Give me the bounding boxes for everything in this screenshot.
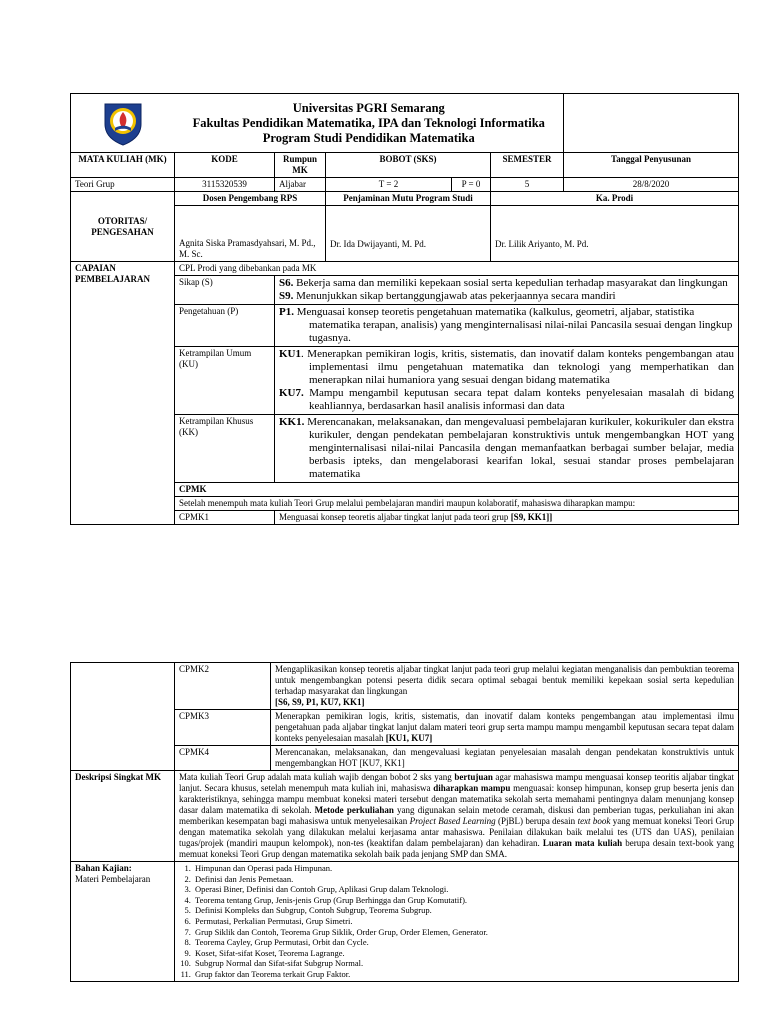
ku1-code: KU1	[279, 348, 301, 360]
p1-code: P1.	[279, 306, 294, 318]
capaian-label: CAPAIAN PEMBELAJARAN	[71, 262, 175, 525]
list-item: 7. Grup Siklik dan Contoh, Teorema Grup Siklik, Order Grup, Order Elemen, Generator.	[193, 927, 736, 938]
signatory-dosen: Agnita Siska Pramasdyahsari, M. Pd., M. Sc.	[175, 206, 326, 262]
sikap-label: Sikap (S)	[175, 276, 275, 305]
ku7-code: KU7.	[279, 387, 304, 399]
deskripsi-text-2: agar mahasiswa mampu menguasai konsep teoritis aljabar tingkat lanjut. Secara khusus, setelah menempuh mata kuliah ini, mahasiswa	[179, 772, 734, 793]
list-item: 4. Teorema tentang Grup, Jenis-jenis Grup (Grup Berhingga dan Grup Komutatif).	[193, 895, 736, 906]
sikap-content	[275, 276, 739, 305]
pengetahuan-content	[275, 305, 739, 347]
rps-table-page-2	[70, 662, 739, 982]
cpmk2-label: CPMK2	[175, 663, 271, 710]
course-rumpun: Aljabar	[275, 178, 326, 192]
faculty-name: Fakultas Pendidikan Matematika, IPA dan Teknologi Informatika	[192, 115, 545, 130]
cpmk1-tag: [S9, KK1]]	[510, 512, 553, 522]
course-semester: 5	[491, 178, 564, 192]
list-item: 6. Permutasi, Perkalian Permutasi, Grup Simetri.	[193, 916, 736, 927]
col-header-tanggal: Tanggal Penyusunan	[564, 153, 739, 178]
s9-text: Menunjukkan sikap bertanggungjawab atas pekerjaannya secara mandiri	[296, 290, 616, 302]
rps-table-page-1	[70, 93, 739, 525]
ku-label: Ketrampilan Umum (KU)	[175, 347, 275, 415]
cpmk3-content	[271, 710, 739, 746]
deskripsi-text-3: menguasai: konsep himpunan, konsep grup beserta jenis dan karakteristiknya, sehingga mampu membuat koneksi materi tersebut dengan matematika sekolah serta memahami pentingnya dalam menunjang konsep dasar dalam matematika di sekolah.	[179, 783, 735, 815]
kk1-code: KK1.	[279, 416, 305, 428]
deskripsi-italic-1: Project Based Learning	[409, 816, 496, 826]
deskripsi-italic-2: text book	[577, 816, 611, 826]
cpmk1-content	[275, 511, 739, 525]
ku-content	[275, 347, 739, 415]
deskripsi-bold-4: Luaran mata kuliah	[542, 838, 623, 848]
list-item: 2. Definisi dan Jenis Pemetaan.	[193, 874, 736, 885]
course-date: 28/8/2020	[564, 178, 739, 192]
signatory-kaprodi: Dr. Lilik Ariyanto, M. Pd.	[491, 206, 739, 262]
list-item: 11. Grup faktor dan Teorema terkait Grup Faktor.	[193, 969, 736, 980]
cpmk-header: CPMK	[175, 483, 739, 497]
cpmk-intro: Setelah menempuh mata kuliah Teori Grup melalui pembelajaran mandiri maupun kolaboratif, mahasiswa diharapkan mampu:	[175, 497, 739, 511]
header-title-block	[175, 94, 564, 153]
kk-content	[275, 415, 739, 483]
s6-text: Bekerja sama dan memiliki kepekaan sosial serta kepedulian terhadap masyarakat dan lingkungan	[296, 277, 728, 289]
deskripsi-label: Deskripsi Singkat MK	[71, 771, 175, 862]
pengetahuan-label: Pengetahuan (P)	[175, 305, 275, 347]
list-item: 10. Subgrup Normal dan Sifat-sifat Subgrup Normal.	[193, 958, 736, 969]
cpmk1-text: Menguasai konsep teoretis aljabar tingkat lanjut pada teori grup	[279, 512, 509, 522]
list-item: 1. Himpunan dan Operasi pada Himpunan.	[193, 863, 736, 874]
col-header-bobot: BOBOT (SKS)	[326, 153, 491, 178]
cpmk4-label: CPMK4	[175, 746, 271, 771]
kk-label: Ketrampilan Khusus (KK)	[175, 415, 275, 483]
cpl-header: CPL Prodi yang dibebankan pada MK	[175, 262, 739, 276]
col-header-mata-kuliah: MATA KULIAH (MK)	[71, 153, 175, 178]
course-practice-credits: P = 0	[452, 178, 491, 192]
bahan-label-normal: Materi Pembelajaran	[75, 874, 151, 884]
otoritas-header-dosen: Dosen Pengembang RPS	[175, 192, 326, 206]
course-name: Teori Grup	[71, 178, 175, 192]
deskripsi-text-1: Mata kuliah Teori Grup adalah mata kuliah wajib dengan bobot 2 sks yang	[179, 772, 455, 782]
cpmk1-label: CPMK1	[175, 511, 275, 525]
s6-code: S6.	[279, 277, 294, 289]
program-name: Program Studi Pendidikan Matematika	[262, 130, 475, 145]
bahan-list	[177, 863, 736, 980]
list-item: 9. Koset, Sifat-sifat Koset, Teorema Lagrange.	[193, 948, 736, 959]
deskripsi-bold-1: bertujuan	[454, 772, 493, 782]
otoritas-header-kaprodi: Ka. Prodi	[491, 192, 739, 206]
cpmk2-content	[271, 663, 739, 710]
ku1-text: . Menerapkan pemikiran logis, kritis, sistematis, dan inovatif dalam konteks pengembangan atau implementasi ilmu pengetahuan matematika dan teknologi yang memperhatikan dan menerapkan nilai humaniora yang sesuai dengan bidang matematika	[301, 348, 735, 386]
deskripsi-bold-2: diharapkan mampu	[433, 783, 511, 793]
deskripsi-text-7: berupa desain text-book yang memuat koneksi Teori Grup dengan matematika sekolah baik pada jenjang SMP dan SMA.	[179, 838, 734, 859]
university-crest-icon	[101, 100, 145, 146]
deskripsi-text-4: yang digunakan selain metode ceramah, diskusi dan pemberian tugas, perkuliahan ini akan memberikan kesempatan bagi mahasiswa untuk menyelesaikan	[179, 805, 734, 826]
deskripsi-text-6: yang memuat koneksi Teori Grup dengan matematika sekolah yang dilakukan melalui kerjasama antar mahasiswa. Penilaian dilakukan baik melalui tes (UTS dan UAS), penilaian tugas/projek (mandiri maupun kelompok), non-tes (keaktifan dalam pembelajaran) dan kehadiran.	[179, 816, 734, 848]
ku7-text: Mampu mengambil keputusan secara tepat dalam konteks penyelesaian masalah di bidang keahliannya, berdasarkan hasil analisis informasi dan data	[309, 387, 735, 412]
cpmk4-text: Merencanakan, melaksanakan, dan mengevaluasi kegiatan penyelesaian masalah dengan pendekatan konstruktivis untuk mengembangkan HOT [KU7, KK1]	[271, 746, 739, 771]
deskripsi-content	[175, 771, 739, 862]
course-code: 3115320539	[175, 178, 275, 192]
header-blank-cell	[564, 94, 739, 153]
list-item: 8. Teorema Cayley, Grup Permutasi, Orbit dan Cycle.	[193, 937, 736, 948]
bahan-label-bold: Bahan Kajian:	[75, 863, 132, 873]
logo-cell	[71, 94, 175, 153]
bahan-label	[71, 862, 175, 982]
deskripsi-bold-3: Metode perkuliahan	[314, 805, 394, 815]
capaian-continued-cell	[71, 663, 175, 771]
kk1-text: Merencanakan, melaksanakan, dan mengevaluasi pembelajaran kurikuler, kokurikuler dan ekstra kurikuler, dengan pendekatan pembelajaran konstruktivis untuk mengembangkan HOT yang menginternalisasi nilai-nilai Pancasila dengan memanfaatkan berbagai sumber belajar, media berbasis ipteks, dan mengelaborasi kearifan lokal, sesuai standar proses pembelajaran matematika	[307, 416, 735, 480]
signatory-penjaminan: Dr. Ida Dwijayanti, M. Pd.	[326, 206, 491, 262]
cpmk3-tag: [KU1, KU7]	[385, 733, 433, 743]
cpmk3-label: CPMK3	[175, 710, 271, 746]
col-header-kode: KODE	[175, 153, 275, 178]
deskripsi-text-5: (PjBL) berupa desain	[495, 816, 578, 826]
university-name: Universitas PGRI Semarang	[292, 100, 445, 115]
course-theory-credits: T = 2	[326, 178, 452, 192]
col-header-semester: SEMESTER	[491, 153, 564, 178]
otoritas-header-penjaminan: Penjaminan Mutu Program Studi	[326, 192, 491, 206]
p1-text: Menguasai konsep teoretis pengetahuan matematika (kalkulus, geometri, aljabar, statistika matematika terapan, analisis) yang menginternalisasi nilai-nilai Pancasila sesuai dengan lingkup tugasnya.	[296, 306, 733, 344]
col-header-rumpun: Rumpun MK	[275, 153, 326, 178]
list-item: 5. Definisi Kompleks dan Subgrup, Contoh Subgrup, Teorema Subgrup.	[193, 905, 736, 916]
list-item: 3. Operasi Biner, Definisi dan Contoh Grup, Aplikasi Grup dalam Teknologi.	[193, 884, 736, 895]
bahan-list-cell	[175, 862, 739, 982]
cpmk2-tag: [S6, S9, P1, KU7, KK1]	[275, 697, 365, 707]
cpmk2-text: Mengaplikasikan konsep teoretis aljabar tingkat lanjut pada teori grup melalui kegiatan menganalisis dan pembuktian teorema untuk mengembangkan potensi peserta didik secara optimal sebagai bentuk memiliki kepekaan sosial serta kepedulian terhadap masyarakat dan lingkungan	[275, 664, 734, 696]
s9-code: S9.	[279, 290, 294, 302]
cpmk3-text: Menerapkan pemikiran logis, kritis, sistematis, dan inovatif dalam konteks pengembangan atau implementasi ilmu pengetahuan pada aljabar tingkat lanjut dalam materi teori grup serta mampu mampu mengambil keputusan secara tepat dalam konteks penyelesaian masalah	[275, 711, 734, 743]
otoritas-label: OTORITAS/ PENGESAHAN	[71, 192, 175, 262]
